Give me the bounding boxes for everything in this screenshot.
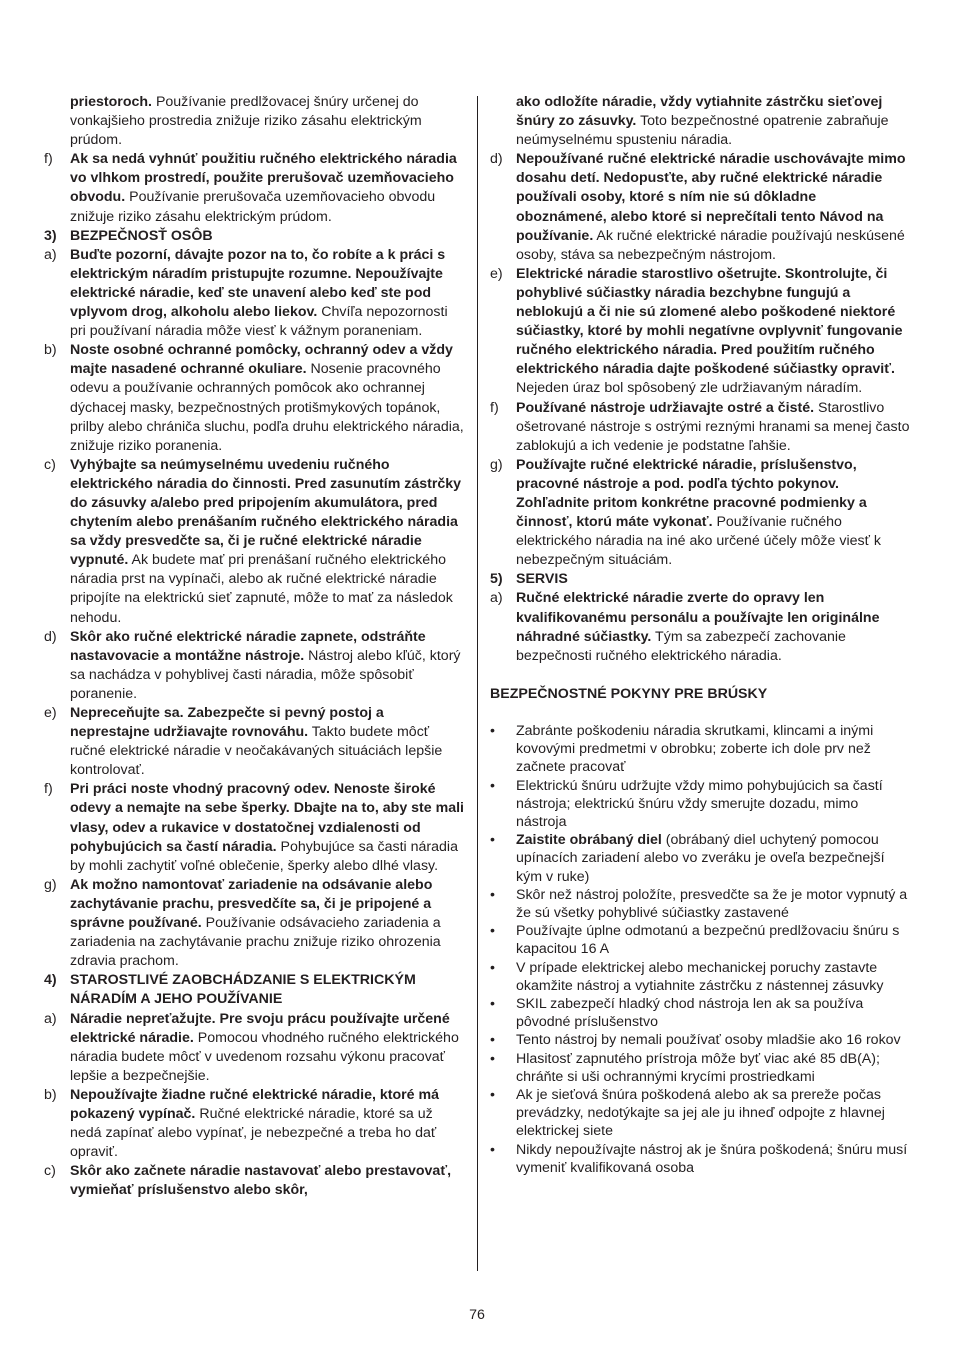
section2-item-f: f) Ak sa nedá vyhnúť použitiu ručného elektrického náradia vo vlhkom prostredí, použite prerušovač uzemňovacieho obvodu. Používanie prerušovača uzemňovacieho obvodu znižuje riziko zásahu elektrickým prúdom. [44,151,457,225]
bullet-item: • Používajte úplne odmotanú a bezpečnú predlžovaciu šnúru s kapacitou 16 A [490,923,900,958]
section4-item-f: f) Používané nástroje udržiavajte ostré a čisté. Starostlivo ošetrované nástroje s ostrými reznými hranami sa menej často zablokujú a ich vedenie je podstatne ľahšie. [490,399,910,454]
grinder-safety-heading: BEZPEČNOSTNÉ POKYNY PRE BRÚSKY [490,685,768,702]
continued-paragraph: priestoroch. Používanie predlžovacej šnúry určenej do vonkajšieho prostredia znižuje riziko zásahu elektrickým prúdom. [70,94,422,149]
section4-item-g: g) Používajte ručné elektrické náradie, príslušenstvo, pracovné nástroje a pod. podľa týchto pokynov. Zohľadnite pritom konkrétne pracovné podmienky a činnosť, ktorú máte vykonať. Používanie ručného elektrického náradia na iné ako určené účely môže viesť k nebezpečným situáciám. [490,456,881,569]
bullet-dot-icon: • [490,777,495,794]
grinder-safety-list [490,722,910,1177]
bullet-dot-icon: • [490,1050,495,1067]
bullet-item: • Nikdy nepoužívajte nástroj ak je šnúra poškodená; šnúru musí vymeniť kvalifikovaná osoba [490,1141,908,1176]
bullet-dot-icon: • [490,832,495,849]
section3-heading: 3) BEZPEČNOSŤ OSÔB [44,227,213,244]
section4-heading: 4) STAROSTLIVÉ ZAOBCHÁDZANIE S ELEKTRICKÝM NÁRADÍM A JEHO POUŽÍVANIE [44,972,416,1008]
bullet-dot-icon: • [490,1032,495,1049]
section3-item-e: e) Nepreceňujte sa. Zabezpečte si pevný postoj a neprestajne udržiavajte rovnováhu. Takto budete môcť ručné elektrické náradie v neočakávaných situáciách lepšie kontrolovať. [44,705,443,779]
left-column [44,93,464,1200]
bullet-item: • Zaistite obrábaný diel (obrábaný diel uchytený pomocou upínacích zariadení alebo vo zveráku je oveľa bezpečnejší kým v ruke) [490,832,885,885]
bullet-item: • V prípade elektrickej alebo mechanickej poruchy zastavte okamžite nástroj a vytiahnite zástrčku z nástennej zásuvky [490,959,884,994]
right-column [490,93,910,1177]
section4-item-e: e) Elektrické náradie starostlivo ošetrujte. Skontrolujte, či pohyblivé súčiastky náradia bezchybne fungujú a neblokujú a či nie sú zlomené alebo poškodené niektoré súčiastky, ktoré by mohli negatívne ovplyvniť fungovanie ručného elektrického náradia. Pred použitím ručného elektrického náradia dajte poškodené súčiastky opraviť. Nejeden úraz bol spôsobený zle udržiavaným náradím. [490,265,903,397]
section5-heading: 5) SERVIS [490,571,568,588]
bullet-dot-icon: • [490,722,495,739]
bullet-item: • Zabránte poškodeniu náradia skrutkami, klincami a inými kovovými predmetmi v obrobku; zoberte ich dole prv než začnete pracovať [490,722,874,776]
section3-item-a: a) Buďte pozorní, dávajte pozor na to, čo robíte a k práci s elektrickým náradím pristupujte rozumne. Nepoužívajte elektrické náradie, keď ste unavení alebo keď ste pod vplyvom drog, alkoholu alebo liekov. Chvíľa nepozornosti pri používaní náradia môže viesť k vážnym poraneniam. [44,246,448,340]
section3-item-c: c) Vyhýbajte sa neúmyselnému uvedeniu ručného elektrického náradia do činnosti. Pred zasunutím zástrčky do zásuvky a/alebo pred pripojením akumulátora, pred chytením alebo prenášaním ručného elektrického náradia sa vždy presvedčte sa, či je ručné elektrické náradie vypnuté. Ak budete mať pri prenášaní ručného elektrického náradia prst na vypínači, alebo ak ručné elektrické náradie pripojíte na elektrickú sieť zapnuté, môže to mať za následok nehodu. [44,456,462,626]
section4-item-b: b) Nepoužívajte žiadne ručné elektrické náradie, ktoré má pokazený vypínač. Ručné elektrické náradie, ktoré sa už nedá zapínať alebo vypínať, je nebezpečné a treba ho dať opraviť. [44,1086,440,1161]
continued-paragraph: ako odložíte náradie, vždy vytiahnite zástrčku sieťovej šnúry zo zásuvky. Toto bezpečnostné opatrenie zabraňuje neúmyselnému spusteniu náradia. [516,94,889,149]
page-number: 76 [469,1307,485,1323]
bullet-item: • Ak je sieťová šnúra poškodená alebo ak sa prereže počas prevádzky, nedotýkajte sa jej ale ju ihneď odpojte z hlavnej elektrickej siete [490,1086,885,1140]
bullet-dot-icon: • [490,1086,495,1103]
column-divider [477,96,478,1271]
bullet-dot-icon: • [490,995,495,1012]
bullet-dot-icon: • [490,923,495,940]
bullet-dot-icon: • [490,959,495,976]
bullet-item: • Tento nástroj by nemali používať osoby mladšie ako 16 rokov [490,1032,901,1049]
bullet-item: • Elektrickú šnúru udržujte vždy mimo pohybujúcich sa častí nástroja; elektrickú šnúru vždy smerujte dozadu, mimo nástroja [490,777,883,830]
section5-item-a: a) Ručné elektrické náradie zverte do opravy len kvalifikovanému personálu a používajte len originálne náhradné súčiastky. Tým sa zabezpečí zachovanie bezpečnosti ručného elektrického náradia. [490,590,880,664]
section4-item-c: c) Skôr ako začnete náradie nastavovať alebo prestavovať, vymieňať príslušenstvo alebo skôr, [44,1163,452,1199]
section3-item-d: d) Skôr ako ručné elektrické náradie zapnete, odstráňte nastavovacie a montážne nástroje. Nástroj alebo kľúč, ktorý sa nachádza v pohyblivej časti náradia, môže spôsobiť poranenie. [44,628,461,702]
bullet-dot-icon: • [490,886,495,903]
section4-item-d: d) Nepoužívané ručné elektrické náradie uschovávajte mimo dosahu detí. Nedopusťte, aby ručné elektrické náradie používali osoby, ktoré s ním nie sú dôkladne oboznámené, alebo ktoré si neprečítali tento Návod na používanie. Ak ručné elektrické náradie používajú neskúsené osoby, stáva sa nebezpečným nástrojom. [490,151,906,263]
section3-item-g: g) Ak možno namontovať zariadenie na odsávanie alebo zachytávanie prachu, presvedčíte sa, či je pripojené a správne používané. Používanie odsávacieho zariadenia a zariadenia na zachytávanie prachu znižuje riziko ohrozenia zdravia prachom. [44,876,441,970]
section3-item-f: f) Pri práci noste vhodný pracovný odev. Nenoste široké odevy a nemajte na sebe šperky. Dbajte na to, aby ste mali vlasy, odev a rukavice v dostatočnej vzdialenosti od pohybujúcich sa častí náradia. Pohybujúce sa časti náradia by mohli zachytiť voľné oblečenie, šperky alebo dlhé vlasy. [44,781,464,874]
section3-item-b: b) Noste osobné ochranné pomôcky, ochranný odev a vždy majte nasadené ochranné okuliare. Nosenie pracovného odevu a používanie ochranných pomôcok ako ochrannej dýchacej masky, bezpečnostných protišmykových topánok, prilby alebo chrániča sluchu, podľa druhu elektrického náradia, znižuje riziko poranenia. [44,342,464,454]
bullet-dot-icon: • [490,1141,495,1158]
bullet-item: • Skôr než nástroj položíte, presvedčte sa že je motor vypnutý a že sú všetky pohyblivé súčiastky zastavené [490,886,908,921]
bullet-item: • Hlasitosť zapnutého prístroja môže byť viac aké 85 dB(A); chráňte si uši ochrannými krycími prostriedkami [490,1050,880,1085]
bullet-item: • SKIL zabezpečí hladký chod nástroja len ak sa používa pôvodné príslušenstvo [490,995,864,1031]
section4-item-a: a) Náradie nepreťažujte. Pre svoju prácu používajte určené elektrické náradie. Pomocou vhodného ručného elektrického náradia budete môcť v uvedenom rozsahu výkonu pracovať lepšie a bezpečnejšie. [44,1010,459,1084]
